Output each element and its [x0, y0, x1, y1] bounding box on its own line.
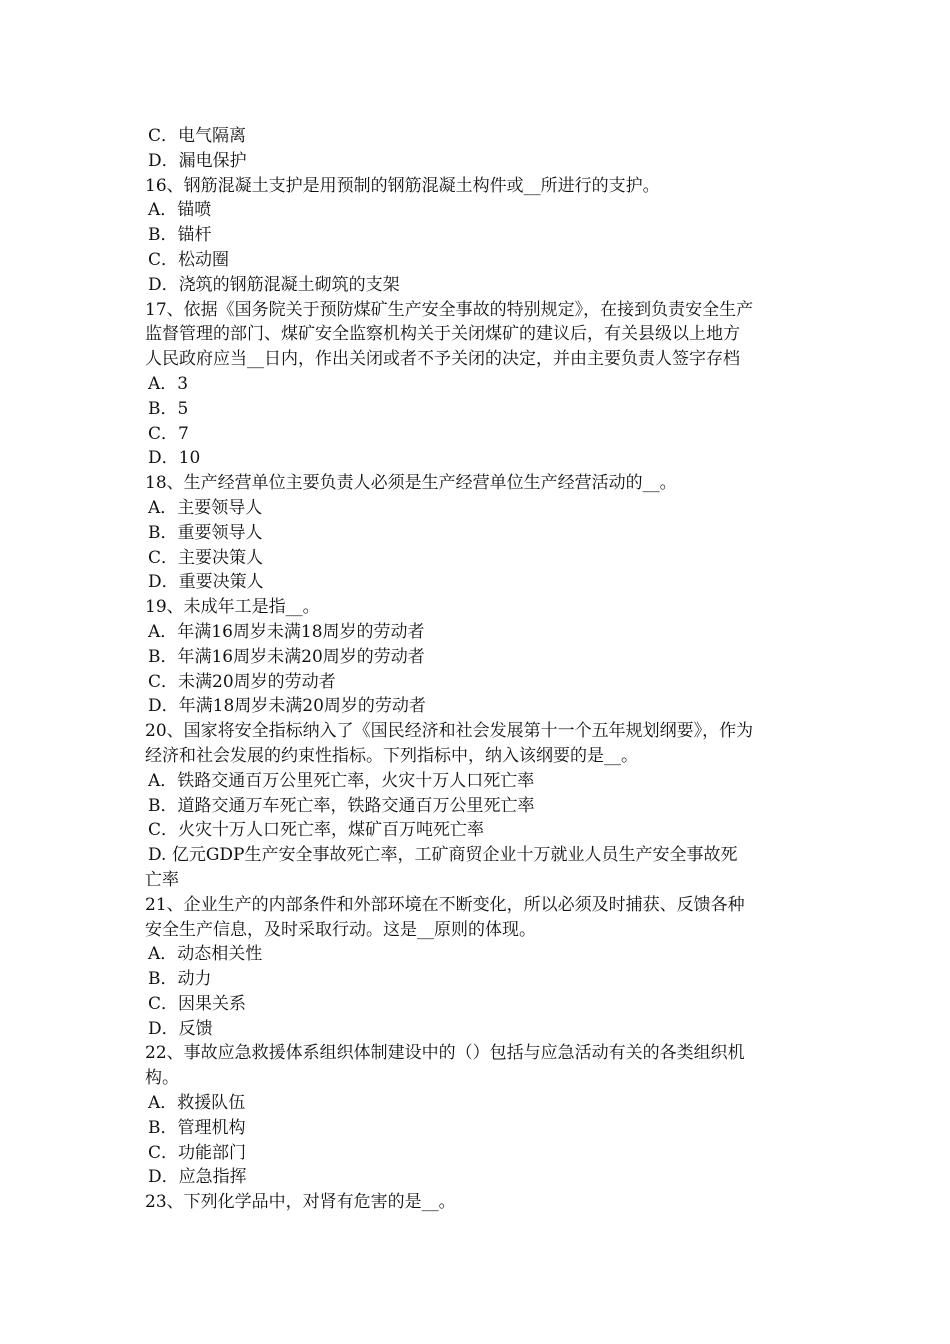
document-body: [145, 124, 817, 1215]
answer-option: C．火灾十万人口死亡率，煤矿百万吨死亡率: [148, 820, 485, 841]
answer-option: D．重要决策人: [148, 572, 264, 593]
answer-option: A．年满16周岁未满18周岁的劳动者: [148, 621, 425, 642]
question-text: 18、生产经营单位主要负责人必须是生产经营单位生产经营活动的__。: [145, 473, 677, 494]
answer-option: A．动态相关性: [148, 944, 263, 965]
answer-option: C．电气隔离: [148, 126, 247, 146]
answer-option: B．动力: [148, 969, 212, 990]
answer-option: C．未满20周岁的劳动者: [148, 671, 336, 692]
answer-option: B．管理机构: [148, 1117, 246, 1138]
question-text: 亡率: [145, 869, 179, 890]
question-text: 17、依据《国务院关于预防煤矿生产安全事故的特别规定》，在接到负责安全生产: [145, 299, 754, 320]
answer-option: C．7: [148, 423, 189, 444]
answer-option: B．年满16周岁未满20周岁的劳动者: [148, 646, 425, 667]
answer-option: B．重要领导人: [148, 522, 263, 543]
answer-option: A．主要领导人: [148, 497, 263, 518]
answer-option: D．10: [148, 448, 201, 469]
answer-option: C．功能部门: [148, 1142, 247, 1163]
question-text: 21、企业生产的内部条件和外部环境在不断变化，所以必须及时捕获、反馈各种: [145, 894, 745, 915]
question-text: 人民政府应当__日内，作出关闭或者不予关闭的决定，并由主要负责人签字存档: [145, 349, 740, 370]
question-text: 23、下列化学品中，对肾有危害的是__。: [145, 1192, 456, 1213]
question-text: 监督管理的部门、煤矿安全监察机构关于关闭煤矿的建议后，有关县级以上地方: [145, 324, 740, 345]
answer-option: C．因果关系: [148, 993, 247, 1014]
answer-option: D．反馈: [148, 1018, 213, 1039]
question-text: 安全生产信息，及时采取行动。这是__原则的体现。: [145, 919, 536, 940]
answer-option: D．应急指挥: [148, 1167, 247, 1188]
question-text: 经济和社会发展的约束性指标。下列指标中，纳入该纲要的是__。: [145, 745, 638, 766]
answer-option: D. 亿元GDP生产安全事故死亡率，工矿商贸企业十万就业人员生产安全事故死: [148, 845, 738, 866]
answer-option: A．救援队伍: [148, 1093, 246, 1114]
question-text: 构。: [145, 1068, 179, 1089]
answer-option: C．主要决策人: [148, 547, 264, 568]
question-text: 20、国家将安全指标纳入了《国民经济和社会发展第十一个五年规划纲要》，作为: [145, 721, 754, 742]
question-text: 22、事故应急救援体系组织体制建设中的（）包括与应急活动有关的各类组织机: [145, 1043, 745, 1064]
answer-option: C．松动圈: [148, 249, 230, 270]
answer-option: A．铁路交通百万公里死亡率，火灾十万人口死亡率: [148, 770, 535, 791]
answer-option: A．锚喷: [148, 200, 212, 221]
answer-option: D．漏电保护: [148, 150, 247, 171]
answer-option: B．锚杆: [148, 225, 212, 246]
question-text: 16、钢筋混凝土支护是用预制的钢筋混凝土构件或__所进行的支护。: [145, 175, 660, 196]
answer-option: B．道路交通万车死亡率，铁路交通百万公里死亡率: [148, 795, 535, 816]
answer-option: D．浇筑的钢筋混凝土砌筑的支架: [148, 274, 400, 295]
question-text: 19、未成年工是指__。: [145, 597, 320, 618]
answer-option: B．5: [148, 398, 189, 419]
answer-option: D．年满18周岁未满20周岁的劳动者: [148, 696, 426, 717]
answer-option: A．3: [148, 373, 189, 394]
